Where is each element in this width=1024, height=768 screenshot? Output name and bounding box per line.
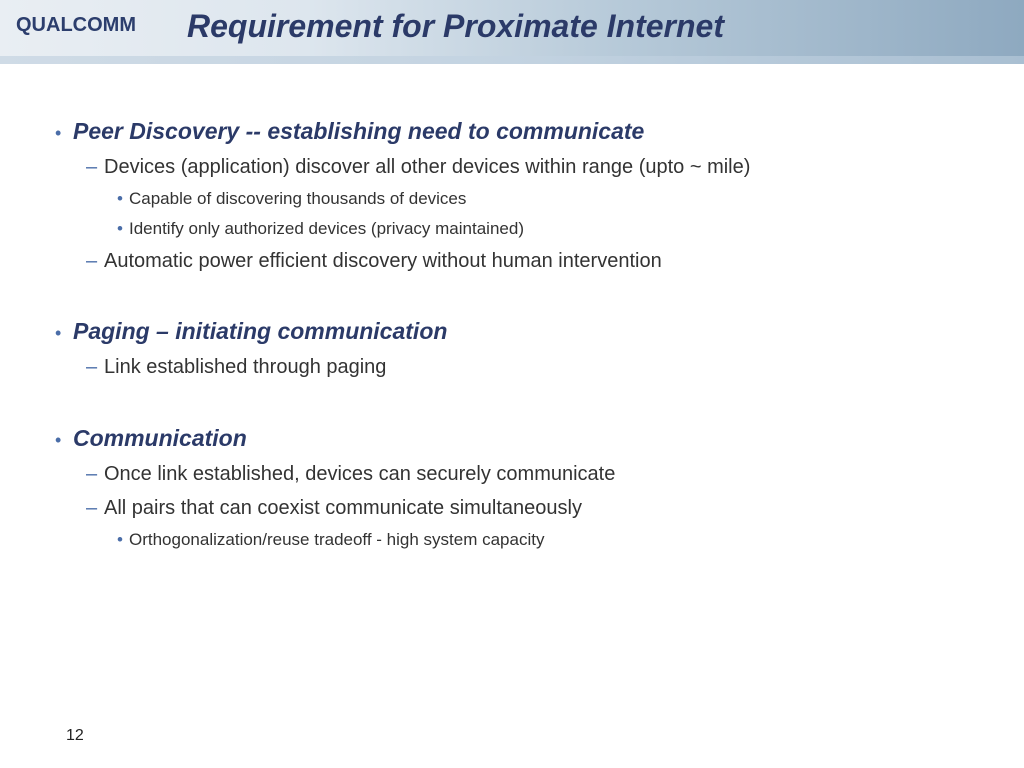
sub-bullet-text: Link established through paging — [104, 356, 387, 378]
sub-bullet-text: All pairs that can coexist communicate simultaneously — [104, 497, 582, 519]
sub-bullet-text: Once link established, devices can securely communicate — [104, 463, 616, 485]
bullet-icon: • — [117, 219, 123, 238]
dash-icon: – — [86, 250, 98, 272]
sub-bullet — [86, 356, 386, 379]
bullet-text: Peer Discovery -- establishing need to communicate — [73, 118, 645, 144]
sub-sub-bullet — [117, 530, 544, 550]
page-number: 12 — [66, 727, 84, 744]
sub-sub-bullet-text: Orthogonalization/reuse tradeoff - high system capacity — [129, 530, 545, 549]
slide-title: Requirement for Proximate Internet — [187, 8, 724, 44]
qualcomm-logo: QUALCOMM — [16, 14, 136, 36]
dash-icon: – — [86, 463, 98, 485]
dash-icon: – — [86, 497, 98, 519]
bullet-icon: • — [55, 123, 62, 143]
sub-sub-bullet-text: Capable of discovering thousands of devices — [129, 189, 467, 208]
bullet-icon: • — [117, 189, 123, 208]
sub-bullet — [86, 463, 615, 486]
sub-bullet — [86, 250, 662, 273]
bullet-text: Paging – initiating communication — [73, 318, 448, 344]
bullet-communication — [55, 425, 247, 452]
bullet-icon: • — [55, 430, 62, 450]
sub-sub-bullet-text: Identify only authorized devices (privacy maintained) — [129, 219, 524, 238]
bullet-text: Communication — [73, 425, 247, 451]
sub-bullet — [86, 497, 582, 520]
dash-icon: – — [86, 356, 98, 378]
dash-icon: – — [86, 156, 98, 178]
sub-sub-bullet — [117, 189, 466, 209]
bullet-peer-discovery — [55, 118, 644, 145]
sub-bullet-text: Automatic power efficient discovery without human intervention — [104, 250, 662, 272]
sub-sub-bullet — [117, 219, 524, 239]
bullet-paging — [55, 318, 447, 345]
sub-bullet — [86, 156, 750, 179]
bullet-icon: • — [55, 323, 62, 343]
bullet-icon: • — [117, 530, 123, 549]
sub-bullet-text: Devices (application) discover all other devices within range (upto ~ mile) — [104, 156, 751, 178]
